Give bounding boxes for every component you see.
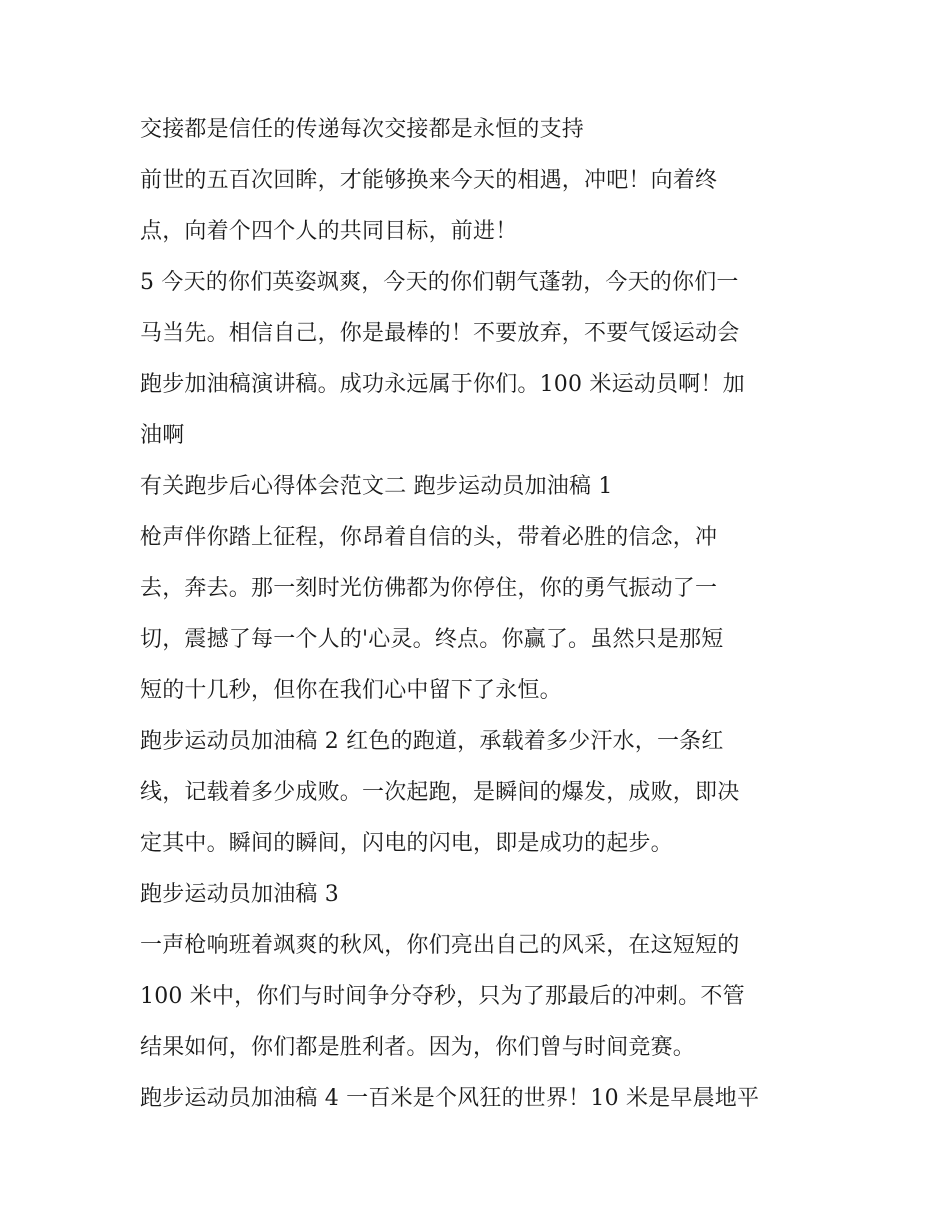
- document-body: [140, 104, 820, 1124]
- text-line: 油啊: [140, 423, 185, 448]
- text-line: 5 今天的你们英姿飒爽，今天的你们朝气蓬勃，今天的你们一: [140, 270, 739, 295]
- text-line: 马当先。相信自己，你是最棒的！不要放弃，不要气馁运动会: [140, 321, 740, 346]
- text-line: 100 米中，你们与时间争分夺秒，只为了那最后的冲刺。不管: [140, 984, 745, 1009]
- text-line: 切，震撼了每一个人的'心灵。终点。你赢了。虽然只是那短: [140, 627, 724, 652]
- text-line: 跑步运动员加油稿 2 红色的跑道，承载着多少汗水，一条红: [140, 729, 724, 754]
- text-line: 点，向着个四个人的共同目标，前进！: [140, 219, 518, 244]
- text-line: 线，记载着多少成败。一次起跑，是瞬间的爆发，成败，即决: [140, 780, 740, 805]
- section-heading: 有关跑步后心得体会范文二 跑步运动员加油稿 1: [140, 474, 613, 499]
- text-line: 短的十几秒，但你在我们心中留下了永恒。: [140, 678, 562, 703]
- text-line: 定其中。瞬间的瞬间，闪电的闪电，即是成功的起步。: [140, 831, 673, 856]
- text-line: 一声枪响班着飒爽的秋风，你们亮出自己的风采，在这短短的: [140, 933, 740, 958]
- text-line: 交接都是信任的传递每次交接都是永恒的支持: [140, 117, 585, 142]
- text-line: 跑步运动员加油稿 4 一百米是个风狂的世界！10 米是早晨地平: [140, 1086, 760, 1111]
- text-line: 结果如何，你们都是胜利者。因为，你们曾与时间竞赛。: [140, 1035, 696, 1060]
- text-line: 枪声伴你踏上征程，你昂着自信的头，带着必胜的信念，冲: [140, 525, 718, 550]
- text-line: 前世的五百次回眸，才能够换来今天的相遇，冲吧！向着终: [140, 168, 718, 193]
- section-heading: 跑步运动员加油稿 3: [140, 882, 339, 907]
- text-line: 去，奔去。那一刻时光仿佛都为你停住，你的勇气振动了一: [140, 576, 718, 601]
- text-line: 跑步加油稿演讲稿。成功永远属于你们。100 米运动员啊！加: [140, 372, 745, 397]
